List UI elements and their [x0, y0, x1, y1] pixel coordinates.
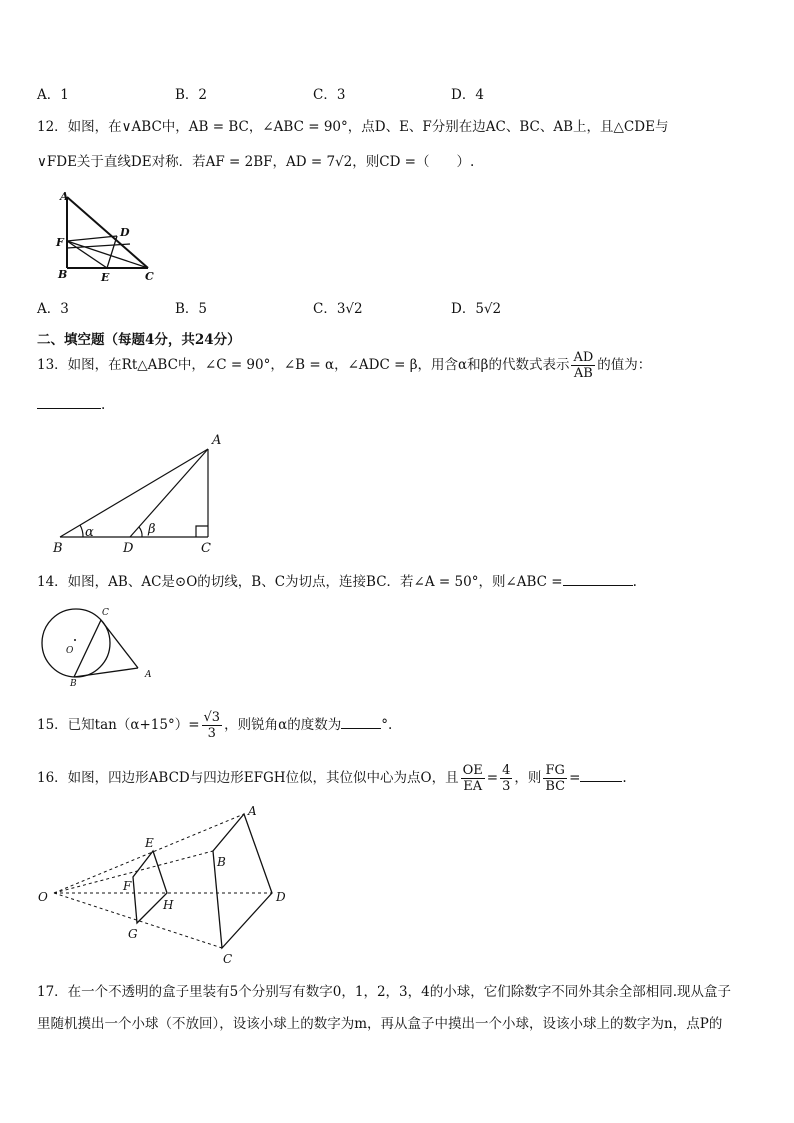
- q12-label-d: D: [120, 226, 130, 239]
- q16-f1-val-den: 3: [502, 779, 511, 794]
- q15-frac-den: 3: [207, 726, 216, 741]
- q16-label-g: G: [128, 927, 138, 941]
- q17-text-line1: 17．在一个不透明的盒子里装有5个分别写有数字0，1，2，3，4的小球，它们除数字不同外其余全部相同.现从盒子: [37, 984, 732, 1000]
- q11-option-d: D．4: [451, 87, 484, 103]
- q13-answer-line: [37, 397, 105, 413]
- q14-text: [37, 570, 637, 590]
- q13-text: [37, 350, 651, 381]
- q12-label-f: F: [56, 236, 64, 249]
- q14-answer-blank[interactable]: [563, 585, 633, 586]
- q14-stem: 14．如图，AB、AC是⊙O的切线，B、C为切点，连接BC．若∠A = 50°，则∠ABC =: [37, 574, 563, 590]
- q15-fraction: [202, 710, 223, 741]
- q12-option-a: A．3: [37, 301, 69, 317]
- q13-stem: 13．如图，在Rt△ABC中，∠C = 90°，∠B = α，∠ADC = β，用含α和β的代数式表示: [37, 357, 570, 373]
- q12-figure: [50, 186, 170, 288]
- q16-fraction-value: [500, 763, 512, 794]
- q16-figure: [30, 800, 300, 970]
- q14-label-a: A: [145, 670, 152, 680]
- q12-label-b: B: [58, 268, 68, 281]
- q13-label-d: D: [123, 541, 134, 556]
- q14-figure: [38, 606, 158, 688]
- q16-f1-val-num: 4: [502, 763, 511, 778]
- q11-option-c: C．3: [313, 87, 346, 103]
- q17-text-line2: 里随机摸出一个小球（不放回），设该小球上的数字为m，再从盒子中摸出一个小球，设该小球上的数字为n，点P的: [37, 1016, 723, 1032]
- q16-text: [37, 763, 627, 794]
- q13-answer-blank[interactable]: [37, 408, 101, 409]
- q12-option-d: D．5√2: [451, 301, 502, 317]
- q16-stem: 16．如图，四边形ABCD与四边形EFGH位似，其位似中心为点O，且: [37, 770, 459, 786]
- q16-label-o: O: [38, 890, 48, 904]
- q13-label-alpha: α: [85, 525, 94, 540]
- q16-answer-blank[interactable]: [580, 781, 622, 782]
- section-title-fill-in: 二、填空题（每题4分，共24分）: [37, 332, 241, 348]
- q15-frac-num: √3: [203, 710, 221, 725]
- q15-post: ，则锐角α的度数为: [224, 717, 342, 733]
- q16-f2-num: FG: [543, 763, 567, 779]
- q12-label-a: A: [60, 190, 69, 203]
- q16-label-a: A: [248, 804, 257, 818]
- q16-after-blank: .: [622, 770, 627, 786]
- q13-label-b: B: [53, 541, 63, 556]
- q16-f1-num: OE: [462, 763, 483, 778]
- q16-label-h: H: [163, 898, 174, 912]
- q13-figure: [45, 428, 230, 556]
- q13-text-after: 的值为：: [597, 357, 652, 373]
- q16-fraction-2: [543, 763, 567, 794]
- q11-option-a: A．1: [37, 87, 69, 103]
- q15-pre: 15．已知tan（α+15°）=: [37, 717, 200, 733]
- q13-fraction: [571, 350, 595, 381]
- q12-label-c: C: [145, 270, 154, 283]
- q13-frac-num: AD: [573, 350, 594, 365]
- q16-label-c: C: [223, 952, 233, 966]
- q11-option-b: B．2: [175, 87, 208, 103]
- q12-label-e: E: [101, 271, 110, 284]
- q16-eq2: =: [569, 770, 581, 786]
- q16-label-d: D: [276, 890, 286, 904]
- q13-frac-den: AB: [573, 366, 593, 381]
- q16-label-e: E: [145, 836, 154, 850]
- q14-label-b: B: [70, 679, 77, 688]
- q15-after-blank: °.: [381, 717, 393, 733]
- q12-option-c: C．3√2: [313, 301, 363, 317]
- q16-label-b: B: [217, 855, 226, 869]
- q14-after-blank: .: [632, 574, 637, 590]
- q13-after-blank: .: [101, 397, 106, 413]
- q15-text: [37, 710, 392, 741]
- q16-eq1: =: [486, 770, 499, 786]
- q12-option-b: B．5: [175, 301, 208, 317]
- q12-text-line2: ∨FDE关于直线DE对称．若AF = 2BF，AD = 7√2，则CD =（ ）.: [37, 154, 475, 170]
- q14-label-c: C: [102, 608, 109, 618]
- q14-label-o: O: [66, 646, 74, 656]
- q16-f1-den: EA: [463, 779, 483, 794]
- q13-label-beta: β: [148, 522, 156, 537]
- q12-text-line1: 12．如图，在∨ABC中，AB = BC，∠ABC = 90°，点D、E、F分别在边AC、BC、AB上，且△CDE与: [37, 119, 669, 135]
- q16-label-f: F: [123, 879, 132, 893]
- q16-mid: ，则: [514, 770, 542, 786]
- q13-label-c: C: [201, 541, 211, 556]
- q15-answer-blank[interactable]: [341, 728, 381, 729]
- q13-label-a: A: [212, 433, 222, 448]
- q16-fraction-1: [461, 763, 485, 794]
- q16-f2-den: BC: [545, 779, 566, 794]
